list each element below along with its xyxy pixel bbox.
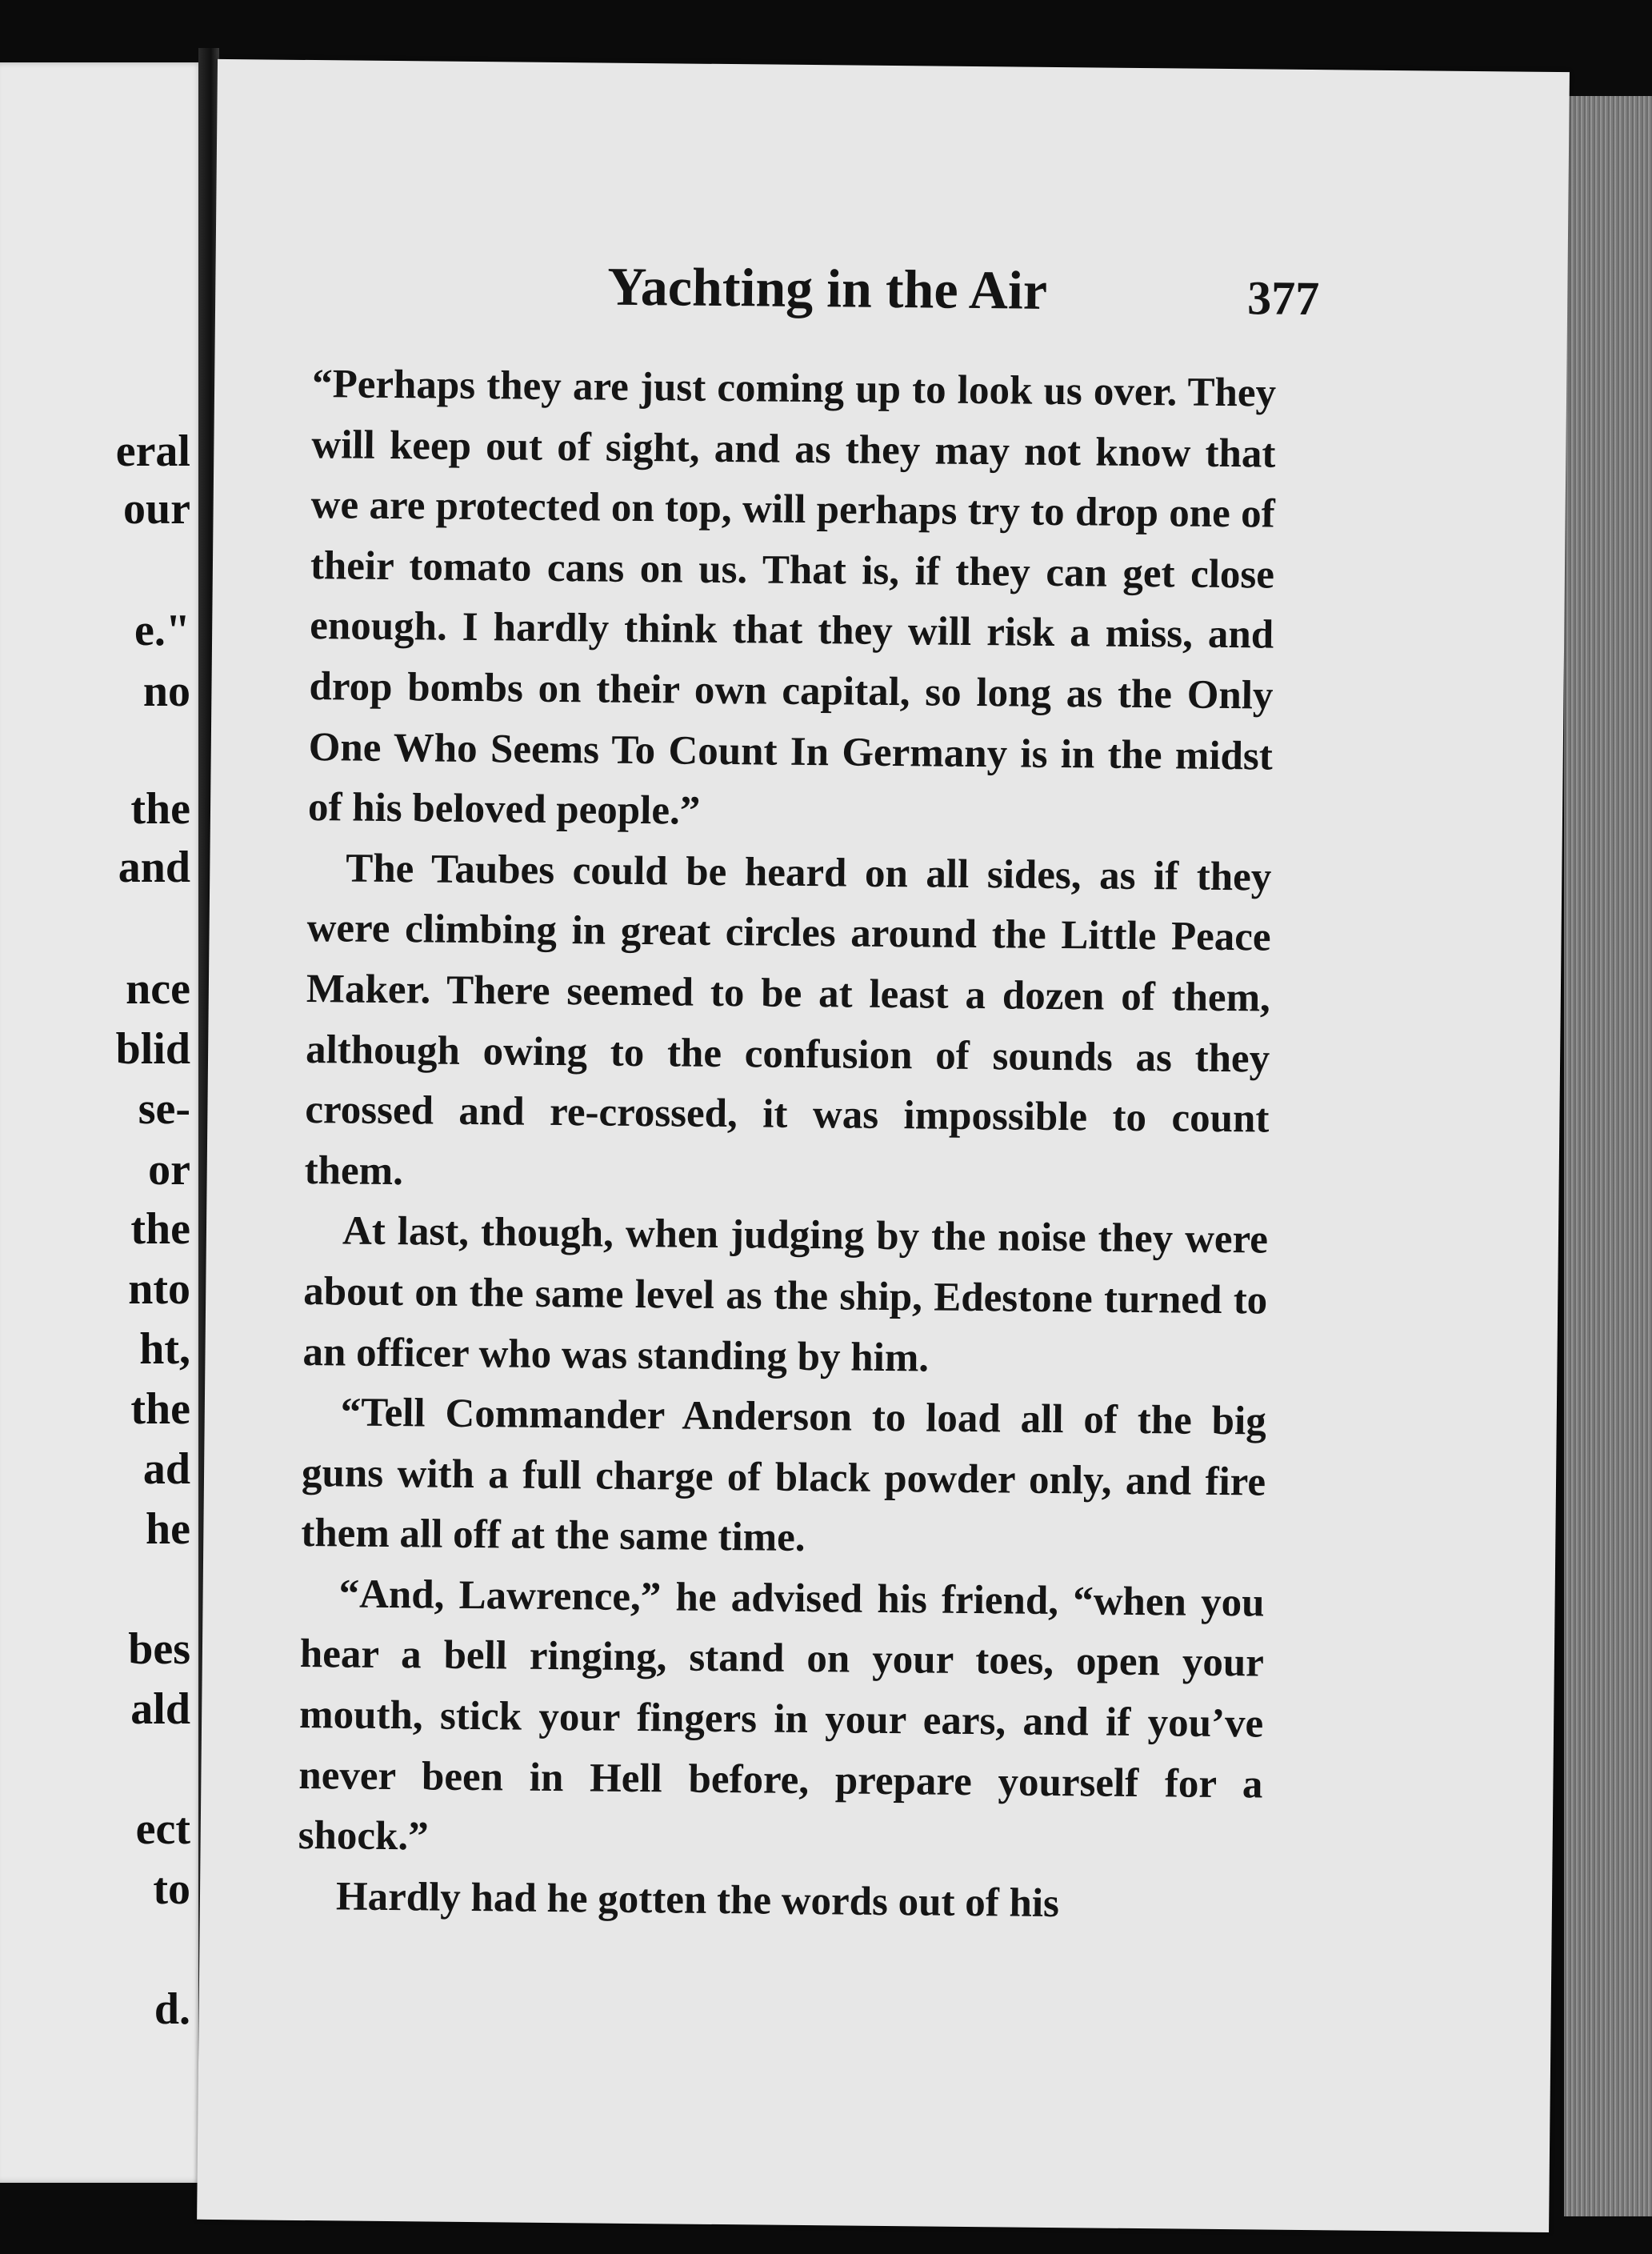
paragraph: Hardly had he gotten the words out of his	[335, 1874, 1060, 1926]
paragraph: “Tell Commander Anderson to load all of the big guns with a full charge of black powder only, and fire them all off at the same time.	[301, 1390, 1267, 1561]
line-fragment: e."	[134, 606, 190, 655]
line-fragment: d.	[154, 1984, 190, 2034]
page-block-edge	[1564, 96, 1652, 2216]
line-fragment: se-	[138, 1084, 190, 1134]
previous-page	[0, 62, 204, 2183]
line-fragment: ad	[142, 1444, 190, 1494]
line-fragment: eral	[115, 426, 190, 476]
line-fragment: nto	[128, 1264, 190, 1314]
line-fragment: the	[130, 1384, 190, 1434]
page-header	[215, 251, 1568, 352]
paragraph: At last, though, when judging by the noise they were about on the same level as the ship, Edestone turned to an officer who was standing by him.	[302, 1208, 1269, 1380]
running-title: Yachting in the Air	[606, 255, 1048, 321]
line-fragment: ald	[130, 1684, 190, 1734]
page-body	[298, 354, 1277, 1936]
line-fragment: he	[146, 1504, 190, 1554]
line-fragment: no	[142, 667, 190, 716]
line-fragment: bes	[128, 1624, 190, 1674]
book-page	[197, 59, 1570, 2232]
line-fragment: ect	[135, 1804, 190, 1854]
line-fragment: or	[148, 1145, 190, 1195]
line-fragment: to	[153, 1864, 190, 1914]
line-fragment: our	[123, 484, 190, 534]
line-fragment: and	[118, 843, 190, 892]
paragraph: The Taubes could be heard on all sides, as if they were climbing in great circles around the Little Peace Maker. There seemed to be at least a dozen of them, although owing to the confusion of sounds as they crossed and re-crossed, it was impossible to count them.	[304, 846, 1272, 1194]
page-number: 377	[1246, 271, 1320, 326]
line-fragment: nce	[126, 964, 190, 1014]
line-fragment: ht,	[139, 1324, 190, 1374]
paragraph: “Perhaps they are just coming up to look us over. They will keep out of sight, and as they may not know that we are protected on top, will perhaps try to drop one of their tomato cans on us. That is, if they can get close enough. I hardly think that they will risk a miss, and drop bombs on their own capital, so long as the Only One Who Seems To Count In Germany is in the midst of his beloved people.”	[307, 362, 1277, 834]
line-fragment: the	[130, 784, 190, 834]
paragraph: “And, Lawrence,” he advised his friend, “when you hear a bell ringing, stand on your toes, open your mouth, stick your fingers in your ears, and if you’ve never been in Hell before, prepare yourself for a shock.”	[298, 1571, 1265, 1860]
line-fragment: blid	[115, 1024, 190, 1074]
previous-page-text	[0, 62, 200, 2183]
line-fragment: the	[130, 1204, 190, 1254]
